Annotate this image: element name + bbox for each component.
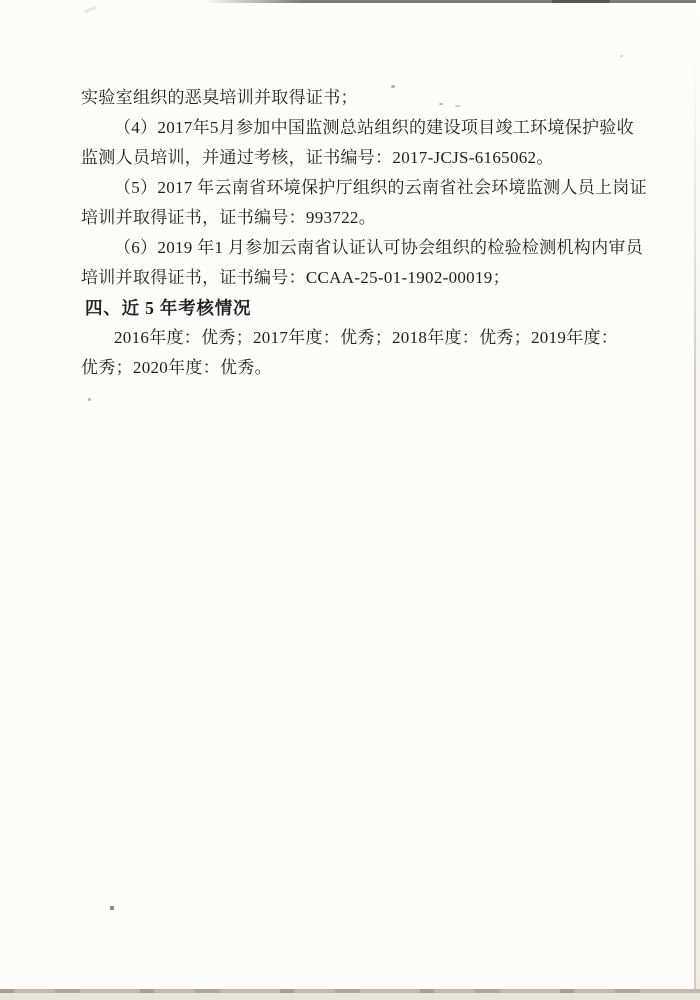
doc-line-3: 监测人员培训，并通过考核，证书编号：2017-JCJS-6165062。 <box>81 148 554 167</box>
scan-paper-edge-bottom <box>0 989 700 993</box>
scan-edge-top <box>204 0 700 3</box>
scan-smudge <box>84 6 97 14</box>
doc-line-6: （6）2019 年1 月参加云南省认证认可协会组织的检验检测机构内审员 <box>114 238 643 257</box>
scan-speck <box>110 906 114 910</box>
doc-line-5: 培训并取得证书，证书编号：993722。 <box>81 208 376 227</box>
doc-line-9: 2016年度：优秀；2017年度：优秀；2018年度：优秀；2019年度： <box>114 328 619 347</box>
doc-line-10: 优秀；2020年度：优秀。 <box>81 358 272 377</box>
scan-edge-right-margin <box>696 0 700 989</box>
scan-speck <box>620 55 623 57</box>
scan-edge-top-smudge <box>552 0 610 3</box>
doc-line-7: 培训并取得证书，证书编号：CCAA-25-01-1902-00019； <box>81 268 510 287</box>
scan-paper-edge-right <box>694 60 696 990</box>
scan-edge-bottom-band <box>0 993 700 1000</box>
document-text-block <box>81 83 661 383</box>
doc-line-4: （5）2017 年云南省环境保护厅组织的云南省社会环境监测人员上岗证 <box>114 178 647 197</box>
scan-speck <box>88 398 91 401</box>
doc-line-8: 四、近 5 年考核情况 <box>85 298 252 318</box>
doc-line-2: （4）2017年5月参加中国监测总站组织的建设项目竣工环境保护验收 <box>114 118 634 137</box>
doc-line-1: 实验室组织的恶臭培训并取得证书； <box>81 88 358 107</box>
